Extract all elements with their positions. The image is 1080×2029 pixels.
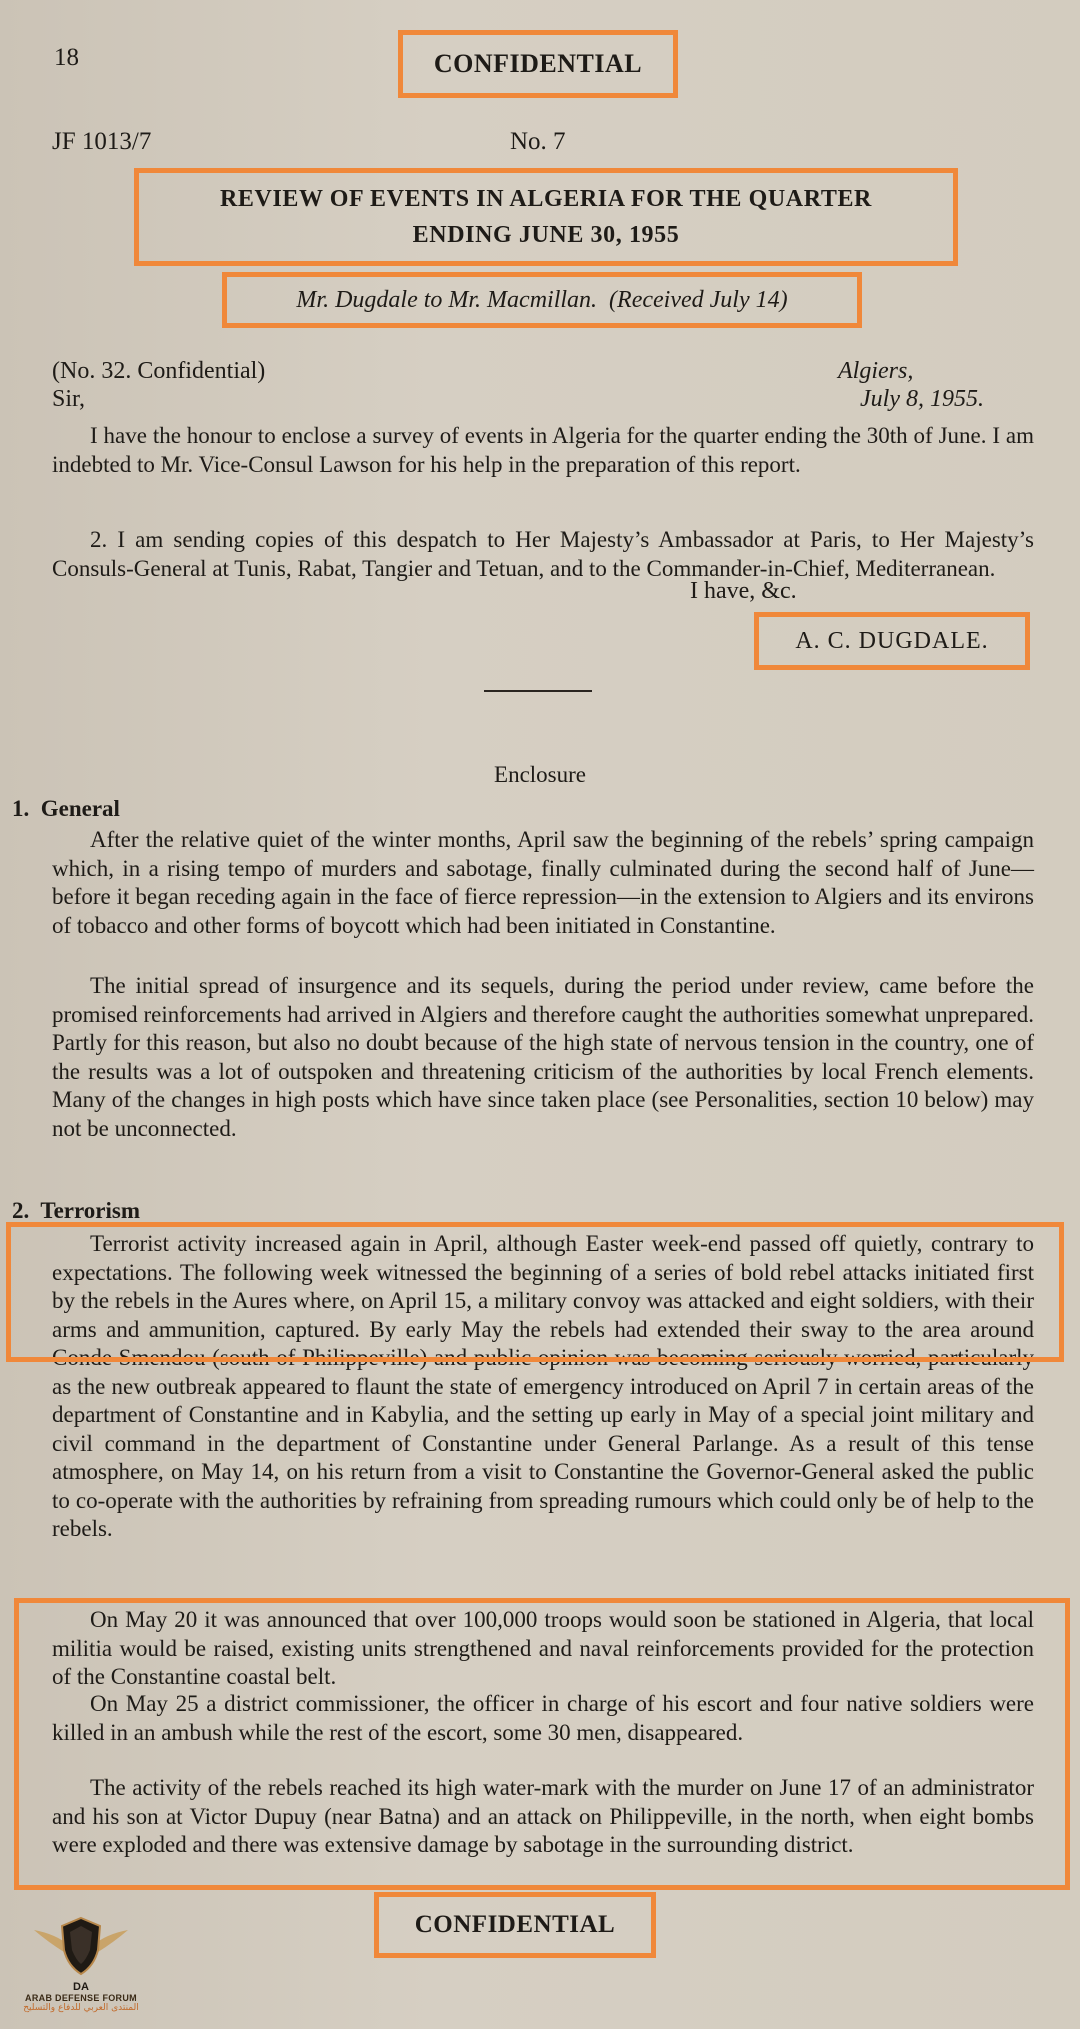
watermark-name: ARAB DEFENSE FORUM <box>25 1993 137 2003</box>
document-subtitle <box>222 272 862 328</box>
watermark-logo <box>6 1912 156 2024</box>
section-2-paragraph-1: Terrorist activity increased again in April, although Easter week-end passed off quietly, contrary to expectations. The following week witnessed the beginning of a series of bold rebel attacks initiated first by the rebels in the Aures where, on April 15, a military convoy was attacked and eight soldiers, with their arms and ammunition, captured. By early May the rebels had extended their sway to the area around Conde Smendou (south of Philippeville) and public opinion was becoming seriously worried, particularly as the new outbreak appeared to flaunt the state of emergency introduced on April 7 in certain areas of the department of Constantine and in Kabylia, and the setting up early in May of a special joint military and civil command in the department of Constantine under General Parlange. As a result of this tense atmosphere, on May 14, on his return from a visit to Constantine the Governor-General asked the public to co-operate with the authorities by refraining from spreading rumours which could only be of help to the rebels. <box>52 1231 1034 1541</box>
section-2-paragraph-3: On May 25 a district commissioner, the officer in charge of his escort and four native soldiers were killed in an ambush while the rest of the escort, some 30 men, disappeared. <box>52 1691 1034 1745</box>
highlight-may-june-events <box>14 1598 1070 1890</box>
subtitle-text: Mr. Dugdale to Mr. Macmillan. (Received July 14) <box>296 286 788 313</box>
classification-header <box>398 30 678 98</box>
divider-rule <box>484 690 592 692</box>
document-number: No. 7 <box>510 128 566 155</box>
signature-text: A. C. DUGDALE. <box>795 627 989 654</box>
letter-date: July 8, 1955. <box>860 386 984 412</box>
section-1-paragraph-2: The initial spread of insurgence and its sequels, during the period under review, came before the promised reinforcements had arrived in Algiers and therefore caught the authorities somewhat unprepared. Partly for this reason, but also no doubt because of the high state of nervous tension in the country, one of the results was a lot of outspoken and threatening criticism of the authorities by local French elements. Many of the changes in high posts which have since taken place (see Personalities, section 10 below) may not be unconnected. <box>52 973 1034 1141</box>
section-2-paragraph-4: The activity of the rebels reached its high water-mark with the murder on June 17 of an administrator and his son at Victor Dupuy (near Batna) and an attack on Philippeville, in the north, when eight bombs were exploded and there was extensive damage by sabotage in the surrounding district. <box>52 1775 1034 1857</box>
section-1-paragraph-1: After the relative quiet of the winter months, April saw the beginning of the rebels’ spring campaign which, in a rising tempo of murders and sabotage, finally culminated during the second half of June—before it began receding again in the face of fierce repression—in the extension to Algiers and its environs of tobacco and other forms of boycott which had been initiated in Constantine. <box>52 827 1034 938</box>
section-2-heading: 2. Terrorism <box>12 1198 140 1223</box>
signature <box>754 612 1030 670</box>
classification-footer <box>374 1892 656 1958</box>
title-line-2: ENDING JUNE 30, 1955 <box>412 222 680 248</box>
title-line-1: REVIEW OF EVENTS IN ALGERIA FOR THE QUARTER <box>220 186 872 212</box>
page-number: 18 <box>54 44 79 71</box>
highlight-terrorism-opening <box>6 1222 1064 1362</box>
document-title <box>134 168 958 266</box>
letter-closing: I have, &c. <box>690 578 797 604</box>
watermark-monogram: DA <box>73 1981 89 1993</box>
letter-number: (No. 32. Confidential) <box>52 358 266 384</box>
classification-footer-text: CONFIDENTIAL <box>414 1911 616 1938</box>
shield-wings-icon <box>26 1912 136 1984</box>
section-1-heading: 1. General <box>12 796 120 821</box>
letter-paragraph-2: 2. I am sending copies of this despatch to Her Majesty’s Ambassador at Paris, to Her Majesty’s Consuls-General at Tunis, Rabat, Tangier and Tetuan, and to the Commander-in-Chief, Mediterranean. <box>52 527 1034 581</box>
watermark-arabic: المنتدى العربي للدفاع والتسليح <box>23 2003 139 2013</box>
classification-header-text: CONFIDENTIAL <box>433 49 643 78</box>
letter-paragraph-1: I have the honour to enclose a survey of events in Algeria for the quarter ending the 30th of June. I am indebted to Mr. Vice-Consul Lawson for his help in the preparation of this report. <box>52 423 1034 477</box>
salutation: Sir, <box>52 386 86 412</box>
letter-place: Algiers, <box>838 358 914 384</box>
enclosure-heading: Enclosure <box>494 762 586 787</box>
file-reference: JF 1013/7 <box>52 128 152 155</box>
section-2-paragraph-2: On May 20 it was announced that over 100,000 troops would soon be stationed in Algeria, that local militia would be raised, existing units strengthened and naval reinforcements provided for the protection of the Constantine coastal belt. <box>52 1607 1034 1689</box>
